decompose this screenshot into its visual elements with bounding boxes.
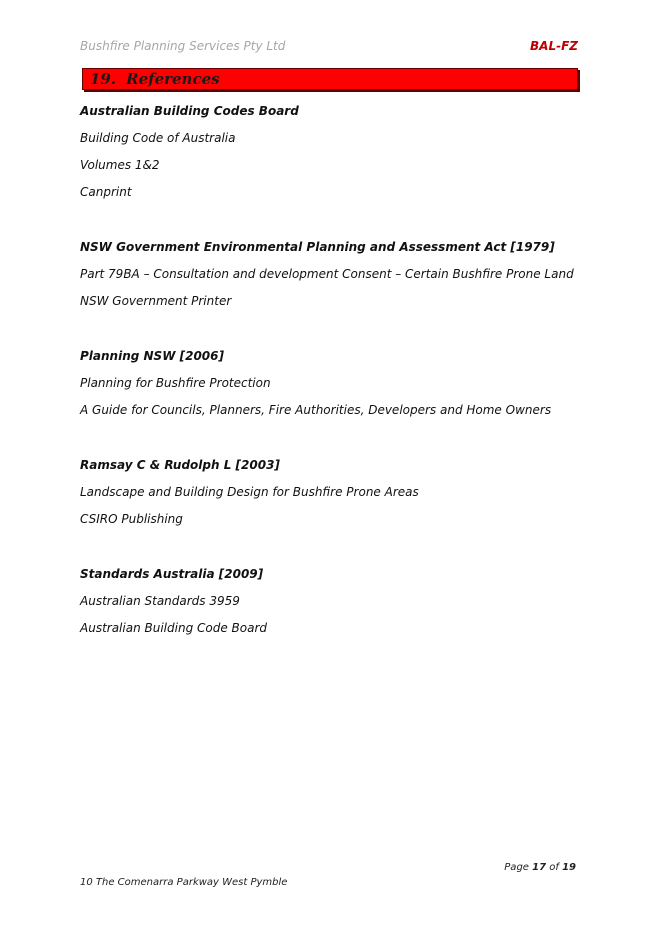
reference-title: NSW Government Environmental Planning and Assessment Act [1979] bbox=[80, 240, 555, 254]
reference-title: Australian Building Codes Board bbox=[80, 104, 299, 118]
reference-entry bbox=[80, 234, 580, 315]
reference-title: Planning NSW [2006] bbox=[80, 349, 224, 363]
reference-title: Standards Australia [2009] bbox=[80, 567, 264, 581]
reference-entry bbox=[80, 452, 580, 533]
page-current: 17 bbox=[532, 862, 547, 873]
reference-line: Volumes 1&2 bbox=[80, 158, 160, 172]
reference-title: Ramsay C & Rudolph L [2003] bbox=[80, 458, 280, 472]
reference-line: CSIRO Publishing bbox=[80, 512, 183, 526]
reference-line: NSW Government Printer bbox=[80, 294, 232, 308]
section-number: 19. bbox=[90, 70, 117, 88]
section-title: References bbox=[126, 70, 220, 88]
page-number bbox=[504, 862, 576, 873]
reference-line: A Guide for Councils, Planners, Fire Authorities, Developers and Home Owners bbox=[80, 403, 552, 417]
page-total: 19 bbox=[562, 862, 576, 873]
header-rating: BAL-FZ bbox=[530, 39, 578, 53]
reference-entry bbox=[80, 98, 580, 206]
section-heading bbox=[90, 70, 220, 88]
page-of: of bbox=[549, 862, 559, 873]
reference-line: Landscape and Building Design for Bushfire Prone Areas bbox=[80, 485, 419, 499]
reference-line: Canprint bbox=[80, 185, 132, 199]
reference-entry bbox=[80, 343, 580, 424]
reference-line: Australian Building Code Board bbox=[80, 621, 268, 635]
page-word: Page bbox=[504, 862, 529, 873]
reference-line: Part 79BA – Consultation and development Consent – Certain Bushfire Prone Land bbox=[80, 267, 574, 281]
references-list bbox=[80, 98, 580, 670]
reference-line: Building Code of Australia bbox=[80, 131, 236, 145]
reference-line: Australian Standards 3959 bbox=[80, 594, 240, 608]
section-heading-bar bbox=[82, 68, 578, 90]
header-company: Bushfire Planning Services Pty Ltd bbox=[80, 39, 286, 53]
footer-address: 10 The Comenarra Parkway West Pymble bbox=[80, 877, 288, 888]
reference-line: Planning for Bushfire Protection bbox=[80, 376, 271, 390]
reference-entry bbox=[80, 561, 580, 642]
